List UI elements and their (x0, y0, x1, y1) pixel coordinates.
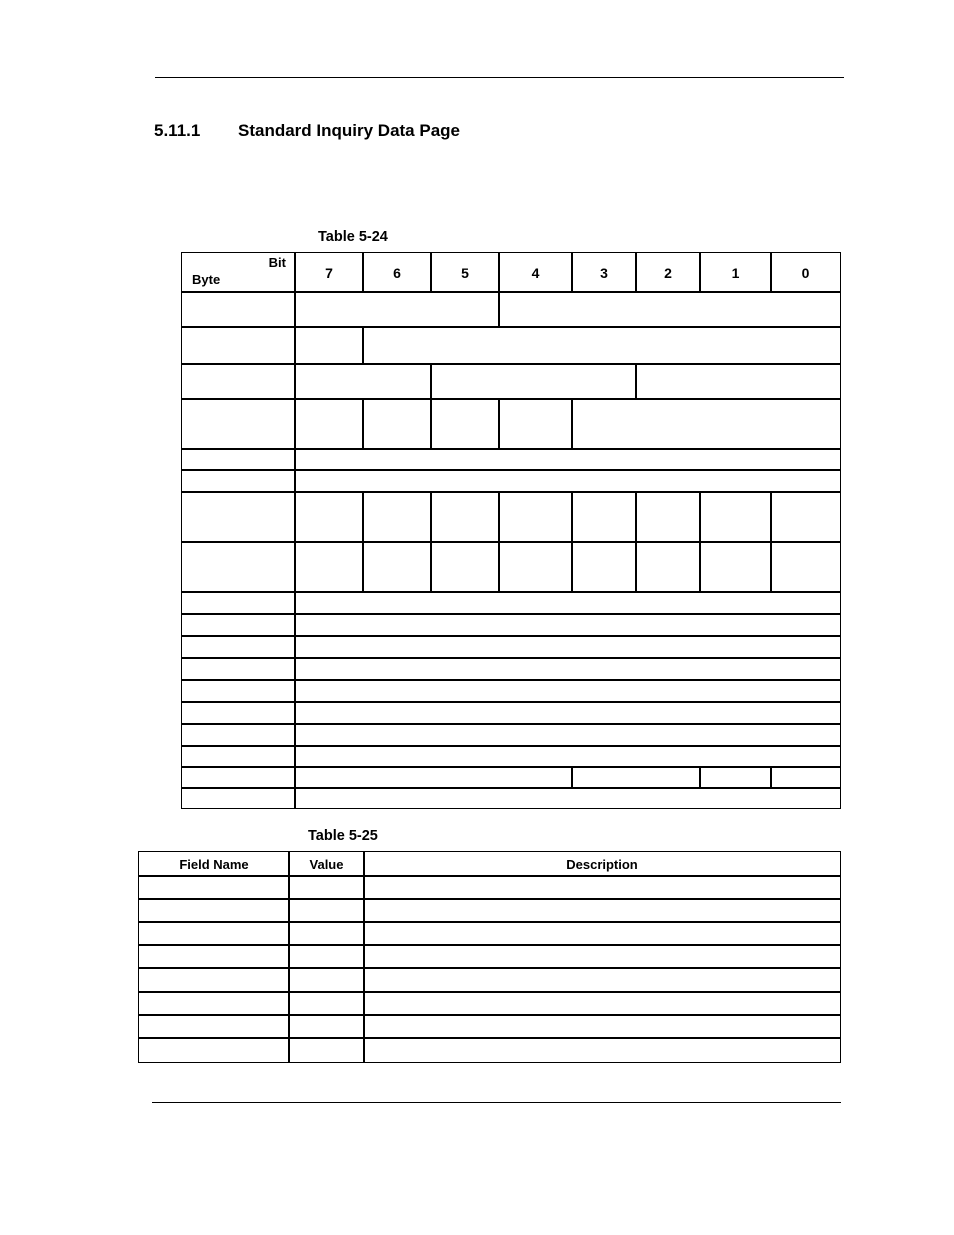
table-cell (430, 363, 637, 400)
inquiry-data-format-table (181, 252, 841, 809)
table-cell (363, 1037, 841, 1063)
table-cell (181, 766, 296, 789)
description-header: Description (363, 851, 841, 877)
table-cell (430, 541, 500, 593)
field-name-header: Field Name (138, 851, 290, 877)
table-cell (498, 398, 573, 450)
table-cell (181, 491, 296, 543)
table-cell (571, 766, 701, 789)
section-heading (154, 121, 460, 141)
table-cell (294, 635, 841, 659)
bit-header: 3 (571, 252, 637, 293)
table-cell (181, 745, 296, 768)
table-cell (138, 967, 290, 993)
table-cell (288, 944, 365, 969)
table-cell (181, 723, 296, 747)
table-cell (181, 541, 296, 593)
table-cell (363, 967, 841, 993)
table-cell (363, 944, 841, 969)
table-cell (430, 398, 500, 450)
table-cell (294, 679, 841, 703)
table-cell (138, 991, 290, 1016)
table-cell (363, 991, 841, 1016)
table-cell (138, 1014, 290, 1039)
table-cell (181, 787, 296, 809)
byte-label: Byte (192, 272, 221, 287)
table-cell (362, 541, 432, 593)
table-cell (181, 701, 296, 725)
table-cell (498, 541, 573, 593)
table-cell (294, 591, 841, 615)
table-cell (181, 657, 296, 681)
table-cell (362, 398, 432, 450)
table-cell (362, 326, 841, 365)
bit-header: 5 (430, 252, 500, 293)
table-cell (571, 491, 637, 543)
table-5-24-caption: Table 5-24 (318, 229, 388, 245)
table-cell (294, 613, 841, 637)
table-cell (181, 326, 296, 365)
table-cell (294, 291, 500, 328)
table-cell (498, 491, 573, 543)
table-cell (294, 469, 841, 493)
table-cell (181, 291, 296, 328)
table-cell (288, 967, 365, 993)
table-cell (294, 398, 364, 450)
table-cell (138, 944, 290, 969)
table-cell (571, 541, 637, 593)
table-cell (363, 875, 841, 900)
table-cell (138, 1037, 290, 1063)
section-number: 5.11.1 (154, 121, 201, 140)
bit-header: 7 (294, 252, 364, 293)
table-cell (770, 541, 841, 593)
table-cell (699, 766, 772, 789)
table-cell (498, 291, 841, 328)
table-cell (288, 898, 365, 923)
header-rule (155, 77, 844, 78)
table-cell (571, 398, 841, 450)
bit-header: 1 (699, 252, 772, 293)
table-cell (138, 898, 290, 923)
bit-header: 4 (498, 252, 573, 293)
table-cell (770, 766, 841, 789)
value-header: Value (288, 851, 365, 877)
table-cell (181, 613, 296, 637)
table-cell (699, 491, 772, 543)
table-cell (294, 657, 841, 681)
table-cell (294, 723, 841, 747)
table-cell (699, 541, 772, 593)
table-cell (294, 491, 364, 543)
table-cell (294, 363, 432, 400)
table-cell (363, 898, 841, 923)
table-cell (181, 635, 296, 659)
bit-header: 0 (770, 252, 841, 293)
bit-label: Bit (268, 255, 286, 270)
table-cell (362, 491, 432, 543)
table-cell (288, 991, 365, 1016)
table-cell (294, 787, 841, 809)
table-cell (138, 875, 290, 900)
table-cell (288, 875, 365, 900)
field-description-table (138, 851, 841, 1063)
bit-byte-corner-cell (181, 252, 296, 293)
table-cell (363, 1014, 841, 1039)
table-cell (635, 363, 841, 400)
bit-header: 6 (362, 252, 432, 293)
bit-header: 2 (635, 252, 701, 293)
table-cell (181, 679, 296, 703)
table-cell (181, 469, 296, 493)
table-cell (635, 491, 701, 543)
table-cell (294, 448, 841, 471)
table-cell (288, 1037, 365, 1063)
table-cell (294, 541, 364, 593)
table-cell (294, 326, 364, 365)
table-cell (363, 921, 841, 946)
table-cell (294, 701, 841, 725)
table-5-25-caption: Table 5-25 (308, 828, 378, 844)
table-cell (138, 921, 290, 946)
table-cell (770, 491, 841, 543)
table-cell (430, 491, 500, 543)
table-cell (288, 921, 365, 946)
table-cell (181, 591, 296, 615)
table-cell (294, 766, 573, 789)
footer-rule (152, 1102, 841, 1103)
section-title: Standard Inquiry Data Page (238, 121, 460, 140)
table-cell (288, 1014, 365, 1039)
table-cell (181, 363, 296, 400)
table-cell (294, 745, 841, 768)
table-cell (181, 448, 296, 471)
table-cell (181, 398, 296, 450)
table-cell (635, 541, 701, 593)
